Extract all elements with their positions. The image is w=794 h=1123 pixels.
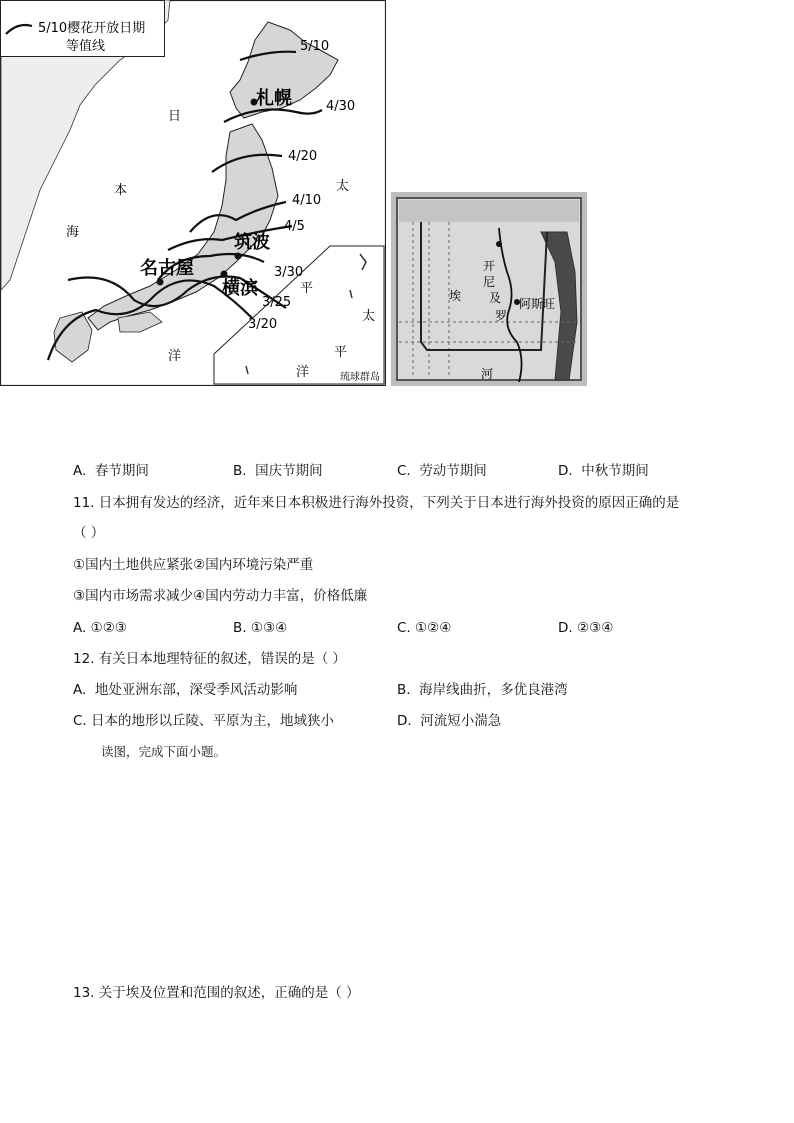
city-tsukuba: 筑波: [234, 232, 270, 253]
q12-option-d: D. 河流短小湍急: [397, 713, 502, 729]
isoline-label: 4/20: [288, 149, 318, 164]
japan-cherry-blossom-map: [0, 0, 386, 386]
egypt-map: [391, 192, 587, 386]
egypt-label: 及: [489, 291, 502, 305]
isoline-label: 3/25: [262, 295, 292, 310]
legend-line2: 等值线: [66, 39, 106, 54]
sea-label: 太: [336, 179, 350, 194]
isoline-label: 4/5: [284, 219, 305, 234]
egypt-label: 罗: [495, 309, 508, 323]
egypt-label: 埃: [449, 289, 462, 303]
isoline-label: 5/10: [300, 39, 330, 54]
isoline-label: 4/30: [326, 99, 356, 114]
sea-label: 太: [362, 309, 376, 324]
q11-option-c: C. ①②④: [397, 620, 452, 636]
sea-label: 海: [66, 225, 80, 240]
sea-label: 平: [300, 281, 314, 296]
sea-label: 洋: [296, 365, 310, 380]
q10-option-c: C. 劳动节期间: [397, 463, 487, 479]
isoline-label: 4/10: [292, 193, 322, 208]
q13-stem: 13. 关于埃及位置和范围的叙述，正确的是（ ）: [73, 985, 360, 1001]
sea-label: 本: [114, 183, 128, 198]
egypt-label: 阿斯旺: [519, 297, 556, 311]
sea-label: 平: [334, 345, 348, 360]
sea-label: 洋: [168, 349, 182, 364]
q10-option-b: B. 国庆节期间: [233, 463, 323, 479]
q11-option-d: D. ②③④: [558, 620, 614, 636]
city-yokohama: 横滨: [222, 278, 258, 299]
q12-option-b: B. 海岸线曲折，多优良港湾: [397, 682, 568, 698]
q12-option-a: A. 地处亚洲东部，深受季风活动影响: [73, 682, 298, 698]
q11-item1: ①国内土地供应紧张②国内环境污染严重: [73, 557, 314, 573]
isoline-label: 3/20: [248, 317, 278, 332]
reading-intro: 读图，完成下面小题。: [101, 744, 227, 759]
q11-item2: ③国内市场需求减少④国内劳动力丰富，价格低廉: [73, 588, 368, 604]
q12-option-c: C. 日本的地形以丘陵、平原为主，地域狭小: [73, 713, 335, 729]
q10-option-a: A. 春节期间: [73, 463, 149, 479]
city-sapporo: 札幌: [256, 88, 292, 109]
egypt-label: 开: [483, 259, 496, 273]
q11-stem: 11. 日本拥有发达的经济，近年来日本积极进行海外投资，下列关于日本进行海外投资的原因正确的是: [73, 495, 680, 511]
sea-label: 日: [168, 109, 182, 124]
isoline-label: 3/30: [274, 265, 304, 280]
q11-option-b: B. ①③④: [233, 620, 288, 636]
city-nagoya: 名古屋: [140, 258, 194, 279]
inset-label: 琉球群岛: [340, 372, 380, 383]
egypt-label: 河: [481, 367, 494, 381]
q11-option-a: A. ①②③: [73, 620, 127, 636]
q10-option-d: D. 中秋节期间: [558, 463, 649, 479]
legend-line1: 5/10樱花开放日期: [38, 21, 146, 36]
q11-blank: （ ）: [73, 525, 105, 541]
q12-stem: 12. 有关日本地理特征的叙述，错误的是（ ）: [73, 651, 347, 667]
egypt-label: 尼: [483, 275, 496, 289]
